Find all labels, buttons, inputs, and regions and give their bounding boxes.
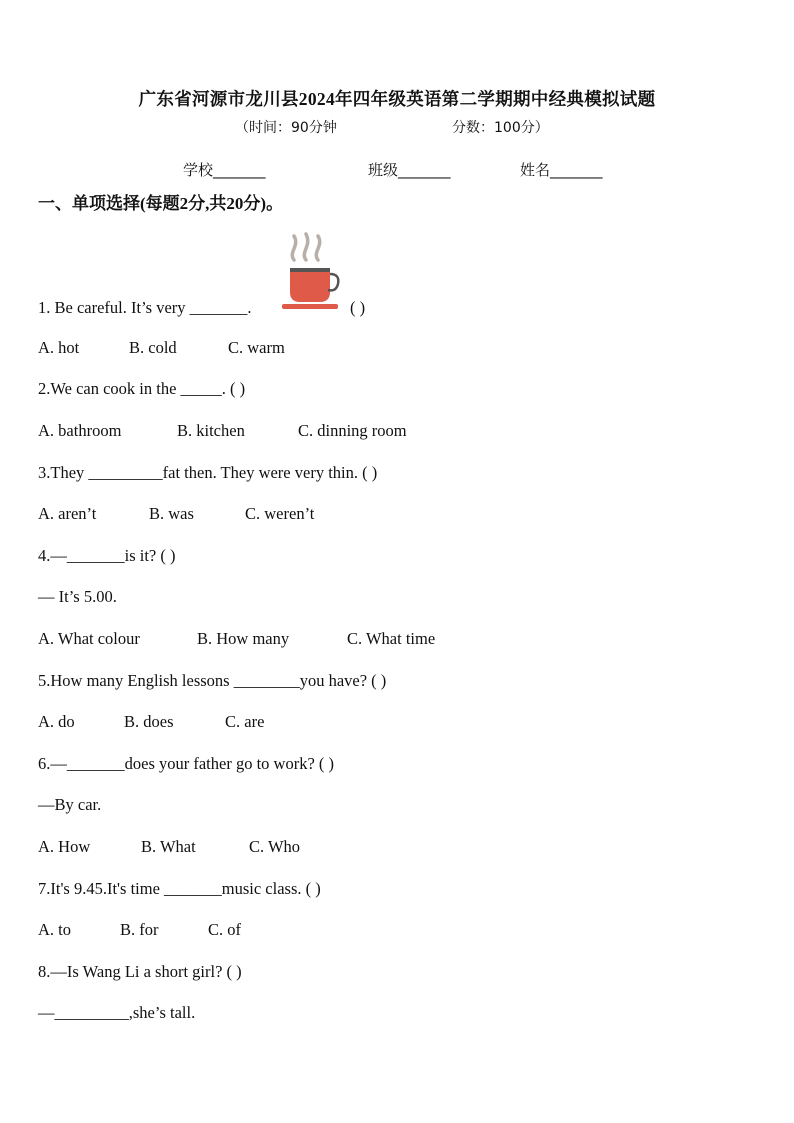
question-3: 3.They _________fat then. They were very thin. ( ) [38,463,378,482]
name-field: 姓名_______ [520,161,603,179]
option-c: C. are [225,712,265,731]
exam-time: （时间：90分钟 [235,120,337,136]
option-b: B. What [141,837,196,856]
option-b: B. kitchen [177,421,245,440]
option-c: C. warm [228,338,285,357]
question-4: 4.—_______is it? ( ) [38,546,176,565]
option-a: A. hot [38,338,80,357]
exam-title: 广东省河源市龙川县2024年四年级英语第二学期期中经典模拟试题 [138,89,656,109]
option-a: A. aren’t [38,504,97,523]
answer-line: —_________,she’s tall. [38,1003,196,1022]
option-c: C. Who [249,837,301,856]
section-heading: 一、单项选择(每题2分,共20分)。 [38,194,284,213]
exam-score: 分数：100分） [452,120,549,136]
option-c: C. What time [347,629,436,648]
question-7: 7.It's 9.45.It's time _______music class. ( ) [38,879,321,898]
hot-tea-cup-icon [280,228,344,312]
question-5: 5.How many English lessons ________you have? ( ) [38,671,387,690]
answer-line: —By car. [38,795,102,814]
option-a: A. bathroom [38,421,122,440]
option-b: B. does [124,712,174,731]
question-8: 8.—Is Wang Li a short girl? ( ) [38,962,242,981]
answer-paren: ( ) [350,298,366,317]
option-c: C. weren’t [245,504,315,523]
option-c: C. dinning room [298,421,407,440]
class-field: 班级_______ [368,161,451,179]
option-a: A. What colour [38,629,140,648]
question-6: 6.—_______does your father go to work? ( ) [38,754,335,773]
option-b: B. was [149,504,194,523]
option-b: B. How many [197,629,290,648]
option-a: A. do [38,712,75,731]
option-b: B. for [120,920,159,939]
question-2: 2.We can cook in the _____. ( ) [38,379,246,398]
option-a: A. to [38,920,71,939]
school-field: 学校_______ [183,161,266,179]
question-1: 1. Be careful. It’s very _______. [38,298,252,317]
answer-line: — It’s 5.00. [38,587,117,606]
option-a: A. How [38,837,91,856]
option-b: B. cold [129,338,177,357]
option-c: C. of [208,920,241,939]
